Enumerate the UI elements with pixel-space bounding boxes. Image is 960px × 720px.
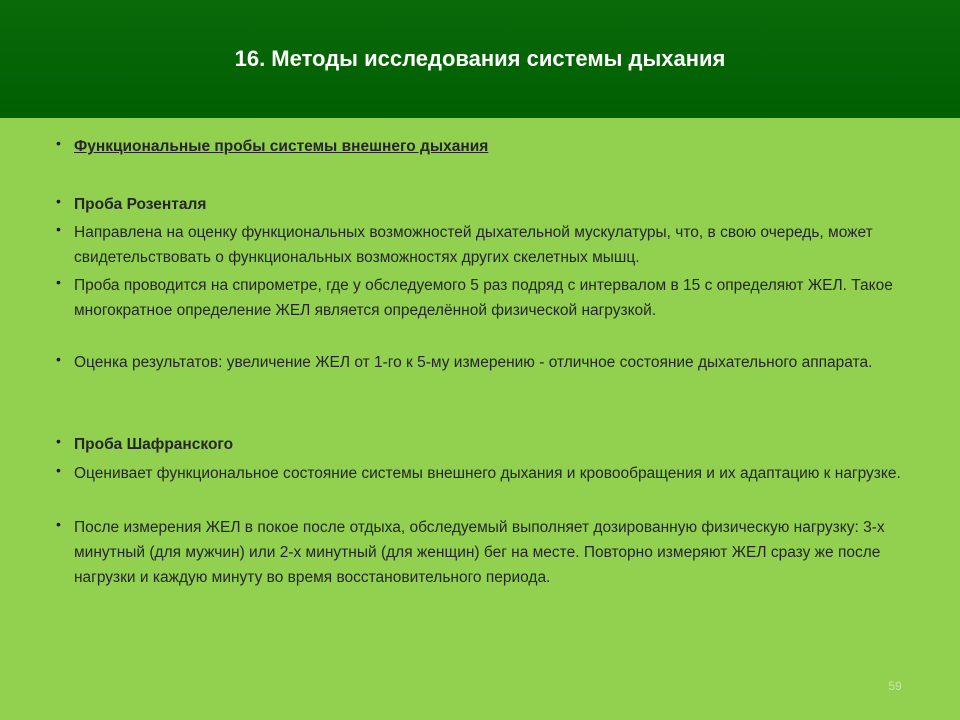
bullet-dot-icon: •: [56, 221, 61, 237]
bullet-text: Проба проводится на спирометре, где у обследуемого 5 раз подряд с интервалом в 15 с определяют ЖЕЛ. Такое многократное определение ЖЕЛ является определённой физической нагрузкой.: [74, 277, 893, 319]
bullet-dot-icon: •: [56, 274, 61, 290]
section-heading: Функциональные пробы системы внешнего дыхания: [74, 138, 489, 155]
bullet-dot-icon: •: [56, 433, 61, 449]
bullet-dot-icon: •: [56, 135, 61, 151]
bullet-text: Направлена на оценку функциональных возможностей дыхательной мускулатуры, что, в свою очередь, может свидетельствовать о функциональных возможностях других скелетных мышц.: [74, 224, 873, 266]
bullet-text: Оценка результатов: увеличение ЖЕЛ от 1-го к 5-му измерению - отличное состояние дыхательного аппарата.: [74, 354, 873, 371]
page-number: 59: [888, 679, 902, 693]
test-heading-shafransky: Проба Шафранского: [74, 436, 234, 453]
slide-title: 16. Методы исследования системы дыхания: [234, 46, 726, 71]
slide-header: [0, 0, 960, 118]
test-heading-rosenthal: Проба Розенталя: [74, 196, 207, 213]
bullet-dot-icon: •: [56, 193, 61, 209]
bullet-text: Оценивает функциональное состояние системы внешнего дыхания и кровообращения и их адаптацию к нагрузке.: [74, 465, 901, 482]
bullet-dot-icon: •: [56, 351, 61, 367]
bullet-text: После измерения ЖЕЛ в покое после отдыха, обследуемый выполняет дозированную физическую нагрузку: 3-х минутный (для мужчин) или 2-х минутный (для женщин) бег на месте. Повторно измеряют ЖЕЛ сразу же после нагрузки и каждую минуту во время восстановительного периода.: [74, 519, 885, 586]
bullet-dot-icon: •: [56, 516, 61, 532]
bullet-dot-icon: •: [56, 462, 61, 478]
